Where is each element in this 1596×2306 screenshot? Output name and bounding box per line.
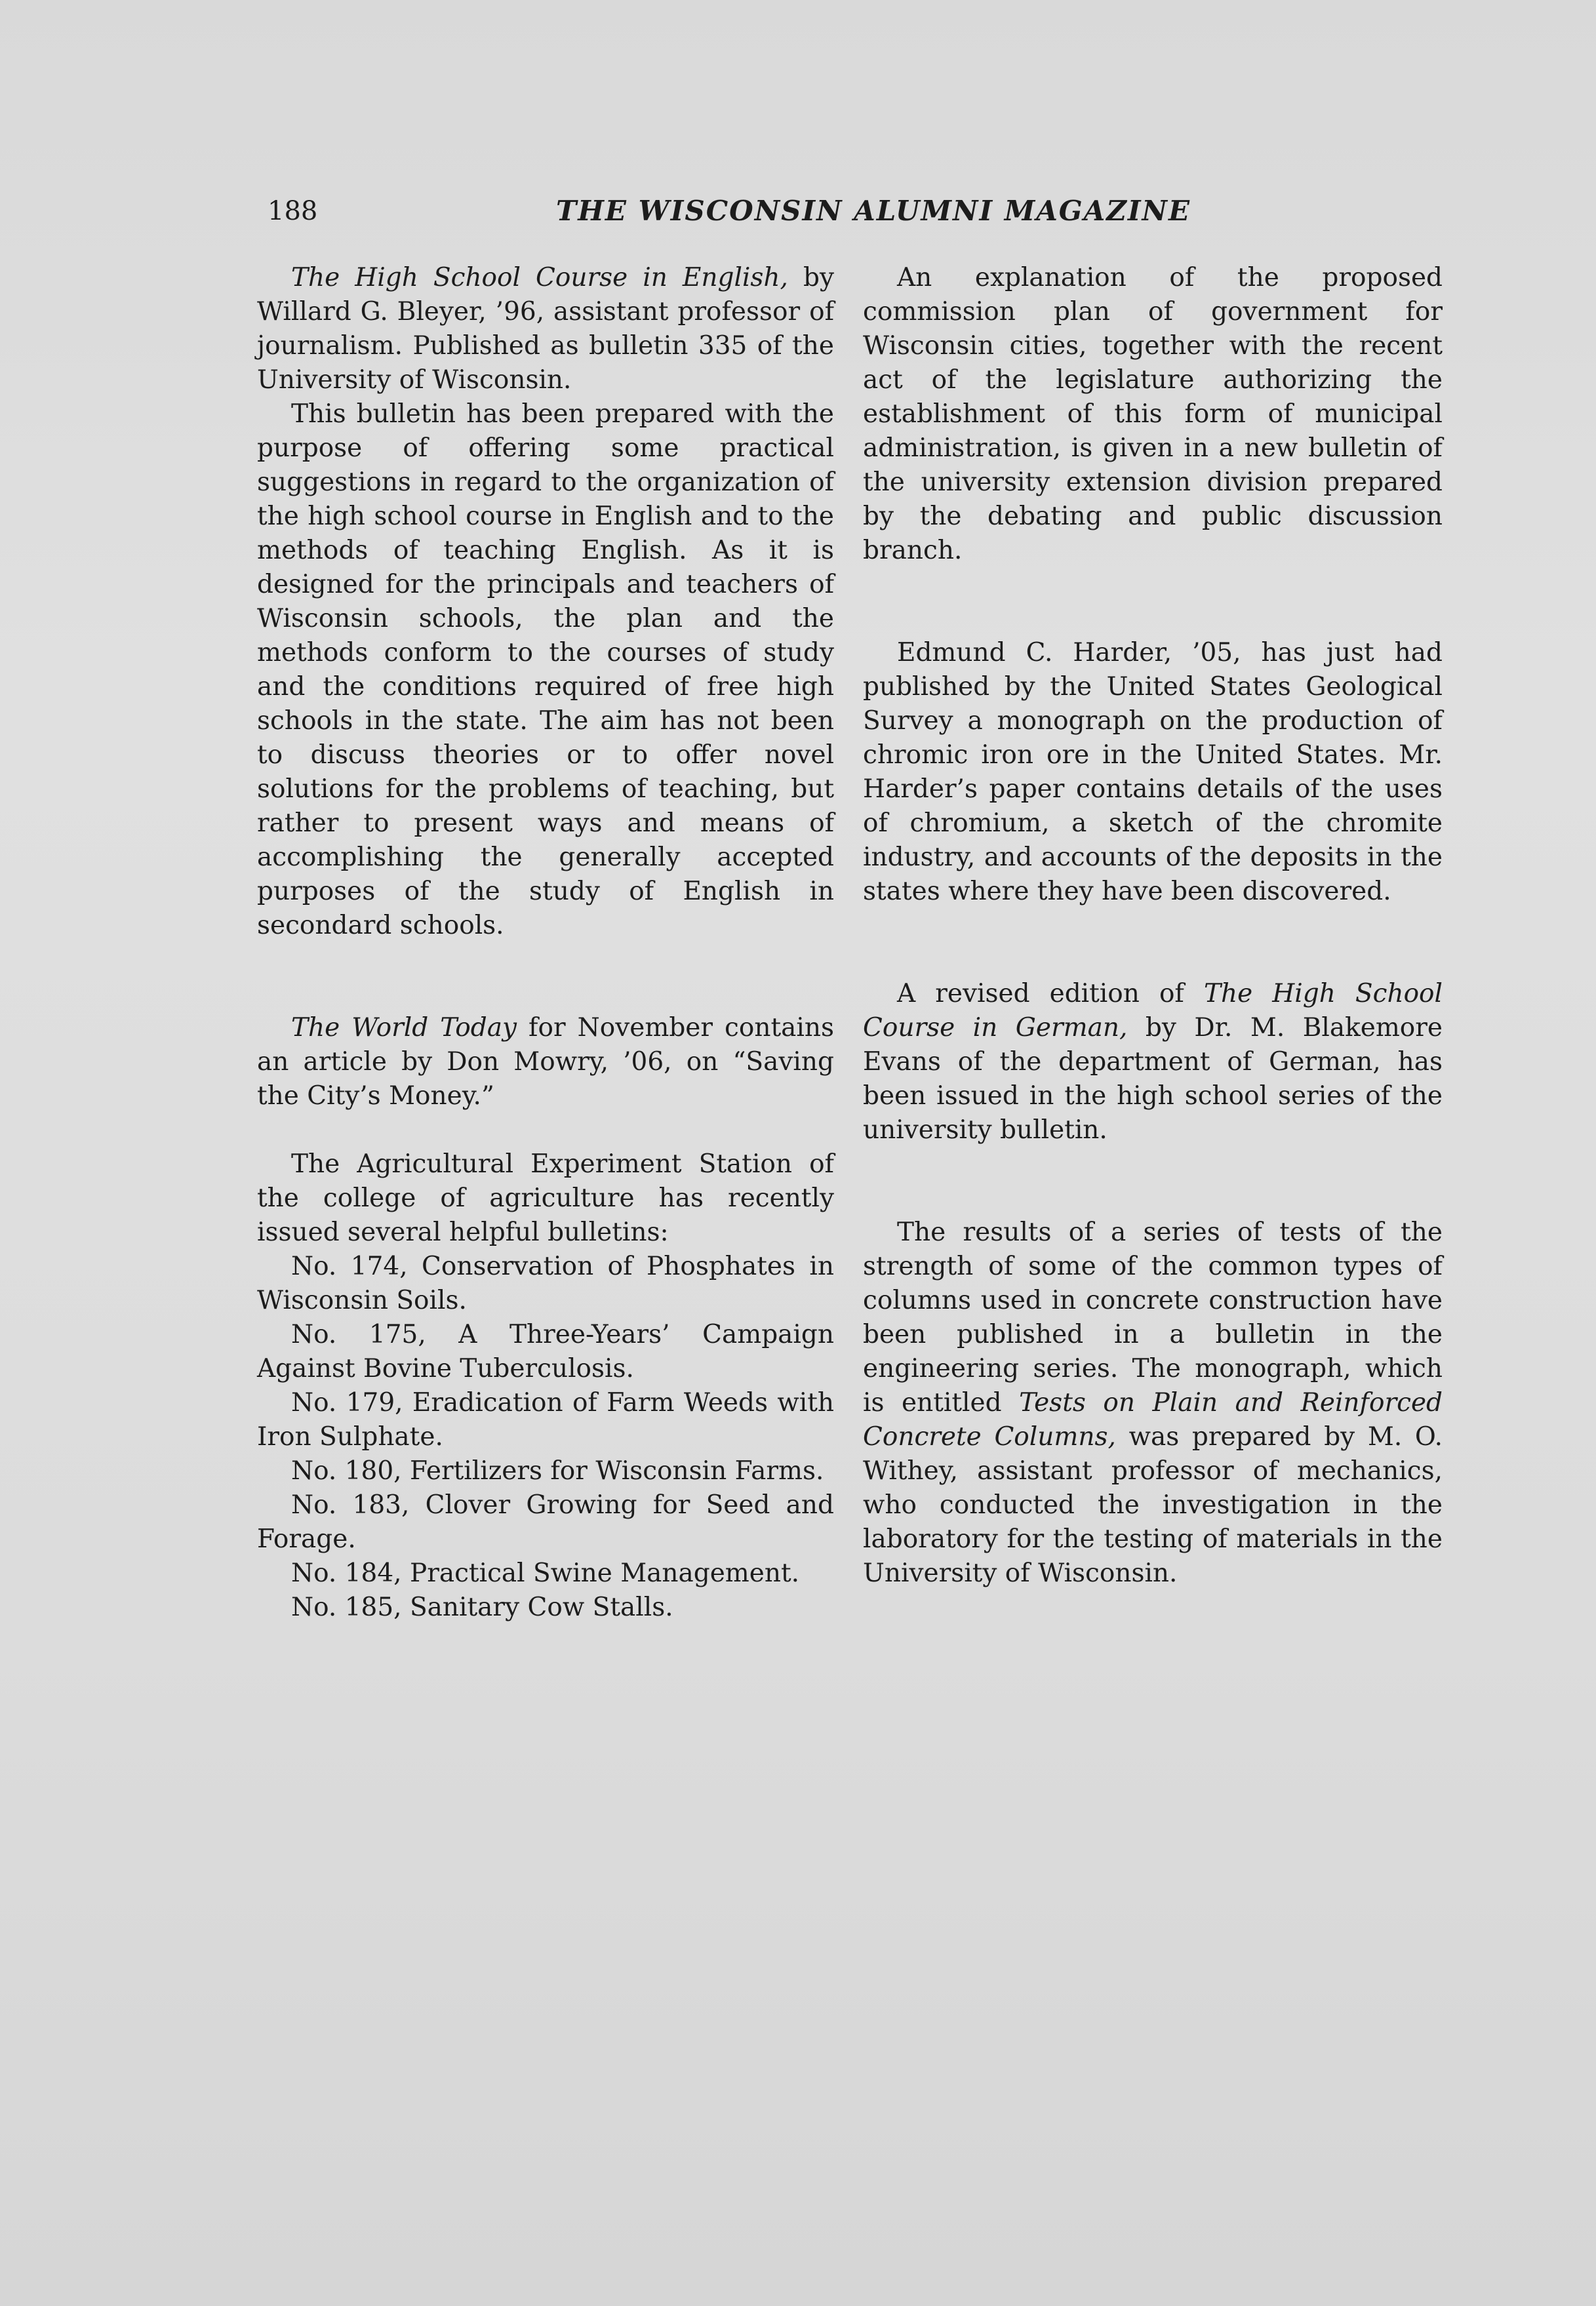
bulletin-list-item: No. 174, Conservation of Phosphates in Wisconsin Soils. [257, 1252, 834, 1315]
left-column [257, 261, 834, 1625]
page-number: 188 [268, 196, 318, 226]
german-course-notice [863, 977, 1443, 1147]
german-course-rest: by Dr. M. Blakemore Evans of the department of German, has been issued in the high school series of the university bulletin. [863, 1013, 1443, 1145]
concrete-columns-rest: was prepared by M. O. Withey, assistant professor of mechanics, who conducted the investigation in the laboratory for the testing of materials in the University of Wisconsin. [863, 1422, 1443, 1588]
bulletin-list-item: No. 175, A Three-Years’ Campaign Against Bovine Tuberculosis. [257, 1320, 834, 1383]
english-course-body: This bulletin has been prepared with the purpose of offering some practical suggestions in regard to the organization of the high school course in English and to the methods of teaching English. As it is designed for the principals and teachers of Wisconsin schools, the plan and the methods conform to the courses of study and the conditions required of free high schools in the state. The aim has not been to discuss theories or to offer novel solutions for the problems of teaching, but rather to present ways and means of accomplishing the generally accepted purposes of the study of English in secondard schools. [257, 399, 834, 940]
right-column [863, 261, 1443, 1591]
world-today-rest: for November contains an article by Don Mowry, ’06, on “Saving the City’s Money.” [257, 1013, 835, 1111]
concrete-columns-pre: The results of a series of tests of the strength of some of the common types of columns used in concrete construction have been published in a bulletin in the engineering series. The monograph, which is entitled [863, 1218, 1443, 1418]
german-course-title: The High School Course in German, [863, 979, 1443, 1043]
commission-plan-notice: An explanation of the proposed commission plan of government for Wisconsin cities, together with the recent act of the legislature authorizing the establishment of this form of municipal administration, is given in a new bulletin of the university extension division prepared by the debating and public discussion branch. [863, 263, 1443, 565]
english-course-byline: by Willard G. Bleyer, ’96, assistant professor of journalism. Published as bulletin 335 of the University of Wisconsin. [257, 263, 834, 395]
german-course-pre: A revised edition of [897, 979, 1204, 1008]
concrete-columns-notice [863, 1216, 1443, 1591]
harder-monograph-notice: Edmund C. Harder, ’05, has just had published by the United States Geological Survey a monograph on the production of chromic iron ore in the United States. Mr. Harder’s paper contains details of the uses of chromium, a sketch of the chromite industry, and accounts of the deposits in the states where they have been discovered. [863, 638, 1443, 906]
bulletin-list-item: No. 184, Practical Swine Management. [291, 1559, 800, 1588]
magazine-title: THE WISCONSIN ALUMNI MAGAZINE [556, 195, 1191, 227]
world-today-title: The World Today [291, 1013, 517, 1043]
agricultural-intro: The Agricultural Experiment Station of the college of agriculture has recently issued several helpful bulletins: [257, 1149, 834, 1247]
english-course-title: The High School Course in English, [291, 263, 788, 292]
world-today-notice [257, 1011, 834, 1113]
bulletin-list-item: No. 180, Fertilizers for Wisconsin Farms. [291, 1456, 824, 1486]
bulletin-list-item: No. 179, Eradication of Farm Weeds with Iron Sulphate. [257, 1388, 834, 1452]
bulletin-list-item: No. 183, Clover Growing for Seed and Forage. [257, 1490, 834, 1554]
english-course-notice [257, 261, 834, 397]
concrete-columns-title: Tests on Plain and Reinforced Concrete Columns, [863, 1388, 1443, 1452]
bulletin-list-item: No. 185, Sanitary Cow Stalls. [291, 1593, 673, 1622]
page-header [268, 191, 1494, 231]
